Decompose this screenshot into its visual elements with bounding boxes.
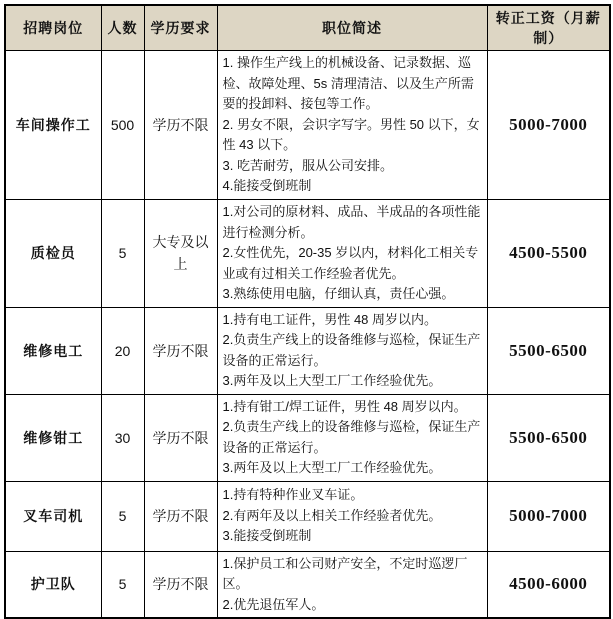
description-line: 1.对公司的原材料、成品、半成品的各项性能进行检测分析。 — [222, 204, 481, 240]
count-cell: 500 — [101, 51, 144, 200]
position-cell: 车间操作工 — [5, 51, 101, 200]
count-cell: 5 — [101, 551, 144, 618]
table-row — [5, 394, 610, 481]
recruitment-table — [4, 4, 611, 619]
description-line: 2.负责生产线上的设备维修与巡检，保证生产设备的正常运行。 — [222, 332, 481, 368]
column-header-position: 招聘岗位 — [5, 5, 101, 51]
count-cell: 20 — [101, 307, 144, 394]
education-cell: 大专及以上 — [144, 200, 217, 308]
position-cell: 质检员 — [5, 200, 101, 308]
table-row — [5, 551, 610, 618]
count-cell: 5 — [101, 481, 144, 551]
position-cell: 护卫队 — [5, 551, 101, 618]
column-header-salary: 转正工资（月薪制） — [487, 5, 610, 51]
table-row — [5, 481, 610, 551]
description-line: 3.两年及以上大型工厂工作经验优先。 — [222, 460, 442, 475]
description-cell — [217, 307, 487, 394]
description-line: 2.有两年及以上相关工作经验者优先。 — [222, 507, 442, 523]
description-line: 1. 操作生产线上的机械设备、记录数据、巡检、故障处理、5s 清理清洁、以及生产所需要的投卸料、接包等工作。 — [222, 55, 474, 112]
salary-cell: 5500-6500 — [487, 307, 610, 394]
description-line: 1.持有特种作业叉车证。 — [222, 487, 364, 503]
education-cell: 学历不限 — [144, 551, 217, 618]
description-line: 3. 吃苦耐劳，服从公司安排。 — [222, 157, 393, 173]
description-line: 3.两年及以上大型工厂工作经验优先。 — [222, 373, 442, 388]
column-header-description: 职位简述 — [217, 5, 487, 51]
column-header-education: 学历要求 — [144, 5, 217, 51]
count-cell: 5 — [101, 200, 144, 308]
education-cell: 学历不限 — [144, 394, 217, 481]
salary-cell: 5000-7000 — [487, 481, 610, 551]
description-line: 4.能接受倒班制 — [222, 178, 312, 194]
description-cell — [217, 481, 487, 551]
description-line: 2.女性优先，20-35 岁以内，材料化工相关专业或有过相关工作经验者优先。 — [222, 245, 479, 281]
education-cell: 学历不限 — [144, 307, 217, 394]
position-cell: 维修钳工 — [5, 394, 101, 481]
description-line: 2. 男女不限，会识字写字。男性 50 以下，女性 43 以下。 — [222, 116, 480, 153]
table-row — [5, 307, 610, 394]
description-line: 1.持有电工证件，男性 48 周岁以内。 — [222, 311, 438, 327]
column-header-count: 人数 — [101, 5, 144, 51]
position-cell: 维修电工 — [5, 307, 101, 394]
description-line: 3.能接受倒班制 — [222, 528, 312, 544]
table-row — [5, 51, 610, 200]
education-cell: 学历不限 — [144, 481, 217, 551]
description-line: 2.优先退伍军人。 — [222, 596, 325, 612]
description-cell — [217, 394, 487, 481]
salary-cell: 5500-6500 — [487, 394, 610, 481]
salary-cell: 4500-5500 — [487, 200, 610, 308]
description-cell — [217, 200, 487, 308]
education-cell: 学历不限 — [144, 51, 217, 200]
description-cell — [217, 51, 487, 200]
description-line: 1.持有钳工/焊工证件，男性 48 周岁以内。 — [222, 398, 467, 414]
position-cell: 叉车司机 — [5, 481, 101, 551]
description-line: 1.保护员工和公司财产安全，不定时巡逻厂区。 — [222, 555, 468, 591]
salary-cell: 4500-6000 — [487, 551, 610, 618]
description-line: 2.负责生产线上的设备维修与巡检，保证生产设备的正常运行。 — [222, 419, 481, 455]
table-row — [5, 200, 610, 308]
description-line: 3.熟练使用电脑，仔细认真，责任心强。 — [222, 286, 455, 301]
header-row — [5, 5, 610, 51]
count-cell: 30 — [101, 394, 144, 481]
description-cell — [217, 551, 487, 618]
salary-cell: 5000-7000 — [487, 51, 610, 200]
